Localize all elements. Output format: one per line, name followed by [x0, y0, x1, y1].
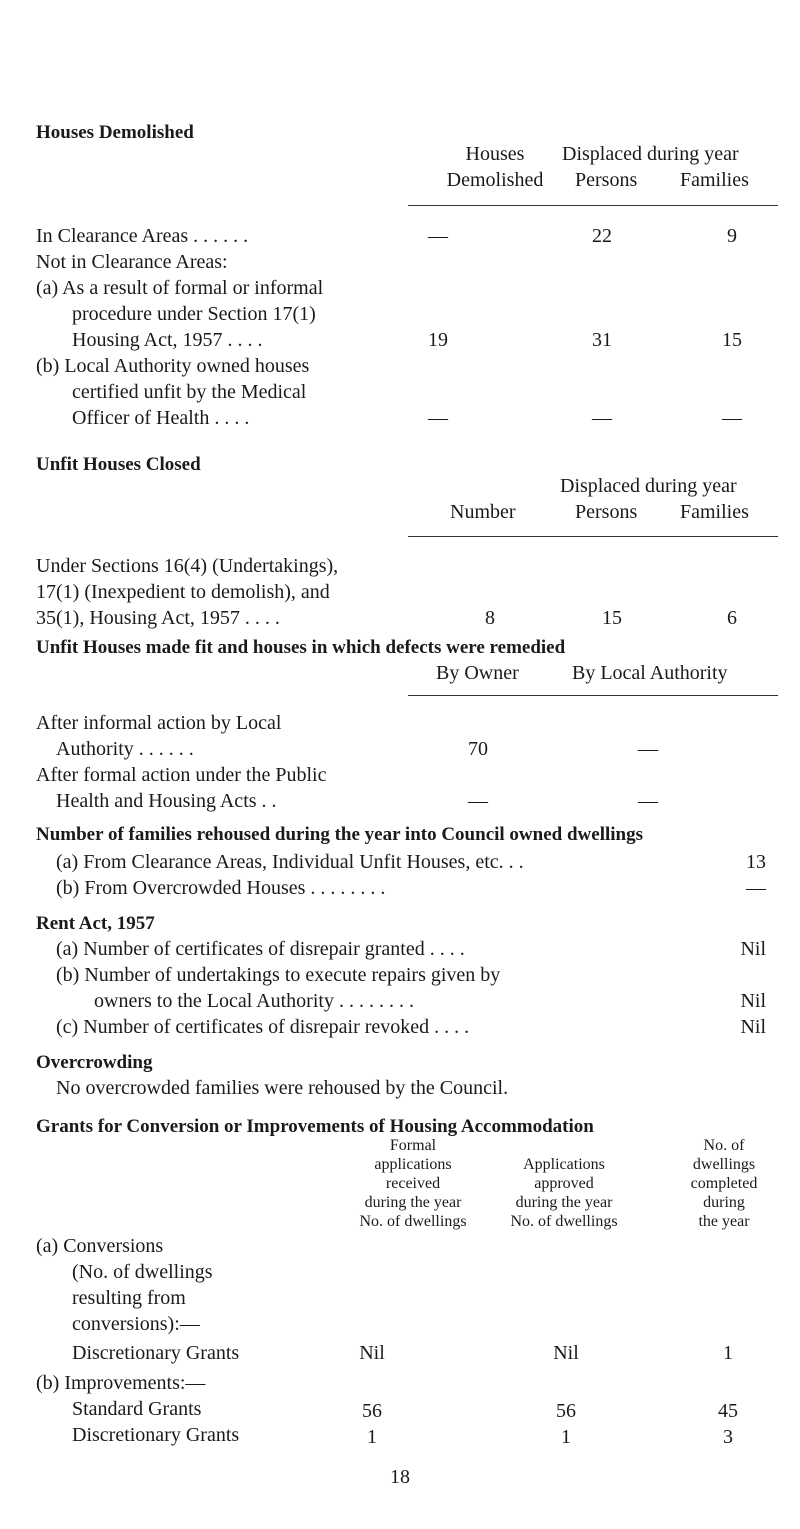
page-number: 18 — [390, 1466, 410, 1488]
col-displaced-header: Displaced during year — [562, 143, 739, 165]
row-label: (a) As a result of formal or informal — [36, 277, 324, 299]
row-label: After informal action by Local — [36, 712, 282, 734]
table-rule — [408, 536, 778, 537]
section-heading-unfit-closed: Unfit Houses Closed — [36, 454, 201, 475]
cell-owner: — — [468, 790, 488, 812]
cell-completed: 45 — [718, 1400, 738, 1422]
row-label: conversions):— — [72, 1313, 200, 1335]
cell-houses: — — [428, 407, 448, 429]
section-heading-overcrowding: Overcrowding — [36, 1052, 153, 1073]
col-displaced-header: Displaced during year — [560, 475, 737, 497]
row-label: In Clearance Areas . . . . . . — [36, 225, 249, 247]
row-label: (c) Number of certificates of disrepair revoked . . . . — [56, 1016, 470, 1038]
row-label: resulting from — [72, 1287, 186, 1309]
col-owner-header: By Owner — [436, 662, 519, 684]
row-label: After formal action under the Public — [36, 764, 327, 786]
cell-approved: Nil — [553, 1342, 579, 1364]
cell-value: Nil — [740, 1016, 766, 1038]
row-label: (No. of dwellings — [72, 1261, 213, 1283]
row-label: Under Sections 16(4) (Undertakings), — [36, 555, 339, 577]
col-persons-header: Persons — [575, 169, 638, 191]
cell-persons: 22 — [592, 225, 612, 247]
col-houses-header-line1: Houses — [465, 143, 525, 165]
cell-families: 15 — [722, 329, 742, 351]
row-label: (b) From Overcrowded Houses . . . . . . . . — [56, 877, 386, 899]
section-heading-houses-demolished: Houses Demolished — [36, 122, 194, 143]
cell-persons: 31 — [592, 329, 612, 351]
cell-completed: 1 — [723, 1342, 733, 1364]
col-la-header: By Local Authority — [572, 662, 728, 684]
cell-value: Nil — [740, 938, 766, 960]
cell-value: Nil — [740, 990, 766, 1012]
row-label: Housing Act, 1957 . . . . — [72, 329, 263, 351]
cell-persons: — — [592, 407, 612, 429]
cell-la: — — [638, 738, 658, 760]
row-label: Discretionary Grants — [72, 1424, 240, 1446]
row-label: (a) Number of certificates of disrepair granted . . . . — [56, 938, 465, 960]
row-label: 17(1) (Inexpedient to demolish), and — [36, 581, 330, 603]
row-label: (b) Number of undertakings to execute repairs given by — [56, 964, 501, 986]
row-label: Discretionary Grants — [72, 1342, 240, 1364]
cell-la: — — [638, 790, 658, 812]
col-families-header: Families — [680, 501, 749, 523]
row-label: (a) Conversions — [36, 1235, 164, 1257]
grants-col3-header: No. of dwellings completed during the year — [690, 1137, 758, 1230]
table-rule — [408, 205, 778, 206]
cell-received: Nil — [359, 1342, 385, 1364]
row-label: 35(1), Housing Act, 1957 . . . . — [36, 607, 280, 629]
row-label: procedure under Section 17(1) — [72, 303, 316, 325]
table-rule — [408, 695, 778, 696]
col-houses-header-line2: Demolished — [446, 169, 544, 191]
grants-col1-header: Formal applications received during the year No. of dwellings — [359, 1137, 467, 1230]
cell-value: — — [746, 877, 766, 899]
cell-persons: 15 — [602, 607, 622, 629]
row-label: (b) Local Authority owned houses — [36, 355, 310, 377]
cell-houses: 19 — [428, 329, 448, 351]
section-heading-grants: Grants for Conversion or Improvements of Housing Accommodation — [36, 1116, 594, 1137]
cell-families: 6 — [727, 607, 737, 629]
row-label: owners to the Local Authority . . . . . . . . — [94, 990, 414, 1012]
row-label: Officer of Health . . . . — [72, 407, 250, 429]
row-label: Not in Clearance Areas: — [36, 251, 228, 273]
row-label: Standard Grants — [72, 1398, 202, 1420]
col-number-header: Number — [450, 501, 516, 523]
cell-number: 8 — [485, 607, 495, 629]
overcrowding-text: No overcrowded families were rehoused by the Council. — [56, 1077, 509, 1099]
cell-owner: 70 — [468, 738, 488, 760]
cell-received: 56 — [362, 1400, 382, 1422]
cell-houses: — — [428, 225, 448, 247]
cell-families: — — [722, 407, 742, 429]
section-heading-rent-act: Rent Act, 1957 — [36, 913, 155, 934]
col-persons-header: Persons — [575, 501, 638, 523]
row-label: (a) From Clearance Areas, Individual Unfit Houses, etc. . . — [56, 851, 524, 873]
cell-approved: 1 — [561, 1426, 571, 1448]
section-heading-made-fit: Unfit Houses made fit and houses in which defects were remedied — [36, 637, 566, 658]
col-families-header: Families — [680, 169, 749, 191]
row-label: Authority . . . . . . — [56, 738, 194, 760]
cell-received: 1 — [367, 1426, 377, 1448]
row-label: Health and Housing Acts . . — [56, 790, 277, 812]
row-label: (b) Improvements:— — [36, 1372, 206, 1394]
cell-families: 9 — [727, 225, 737, 247]
cell-value: 13 — [746, 851, 766, 873]
cell-completed: 3 — [723, 1426, 733, 1448]
row-label: certified unfit by the Medical — [72, 381, 307, 403]
grants-col2-header: Applications approved during the year No. of dwellings — [510, 1156, 618, 1230]
cell-approved: 56 — [556, 1400, 576, 1422]
section-heading-rehoused: Number of families rehoused during the year into Council owned dwellings — [36, 824, 643, 845]
